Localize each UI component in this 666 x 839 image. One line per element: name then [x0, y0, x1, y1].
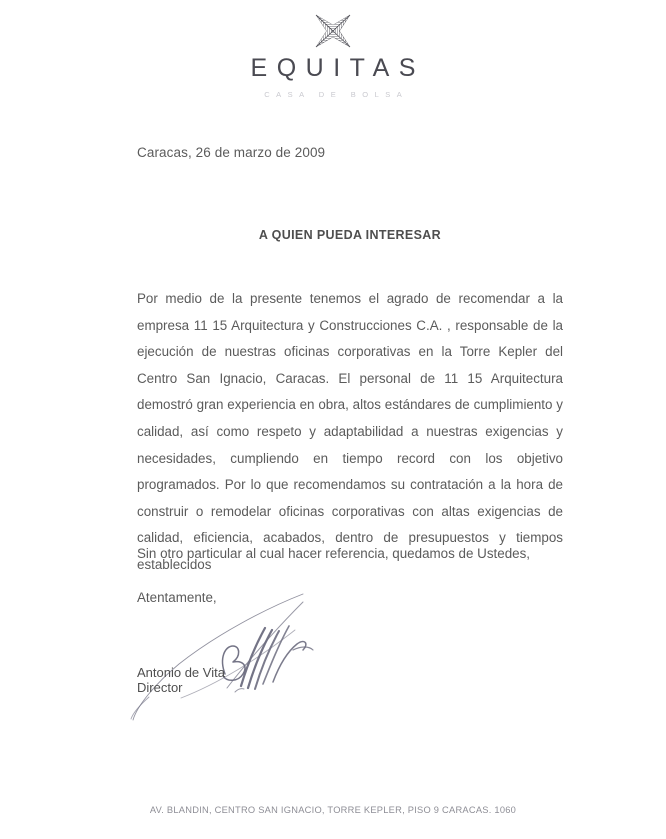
brand-name: EQUITAS [250, 54, 425, 82]
salutation: A QUIEN PUEDA INTERESAR [258, 228, 442, 242]
handwritten-signature-icon [107, 588, 407, 728]
sign-off-line: Atentamente, [137, 590, 217, 605]
date-line: Caracas, 26 de marzo de 2009 [137, 145, 326, 160]
footer-address: AV. BLANDIN, CENTRO SAN IGNACIO, TORRE KEPLER, PISO 9 CARACAS. 1060 [149, 805, 517, 815]
brand-tagline: CASA DE BOLSA [264, 90, 409, 100]
signer-title: Director [137, 680, 183, 695]
body-paragraph: Por medio de la presente tenemos el agrado de recomendar a la empresa 11 15 Arquitectura y Construcciones C.A. , responsable de la ejecución de nuestras oficinas corporativas en la Torre Kepler del Centro San Ignacio, Caracas. El personal de 11 15 Arquitectura demostró gran experiencia en obra, altos estándares de cumplimiento y calidad, así como respeto y adaptabilidad a nuestras exigencias y necesidades, cumpliendo en tiempo record con los objetivo programados. Por lo que recomendamos su contratación a la hora de construir o remodelar oficinas corporativas con altas exigencias de calidad, eficiencia, acabados, dentro de presupuestos y tiempos establecidos [137, 291, 563, 572]
equitas-x-star-mark-icon [313, 14, 353, 48]
closing-line: Sin otro particular al cual hacer referencia, quedamos de Ustedes, [137, 546, 531, 561]
letterhead [0, 14, 666, 99]
signer-name: Antonio de Vita [137, 665, 225, 680]
